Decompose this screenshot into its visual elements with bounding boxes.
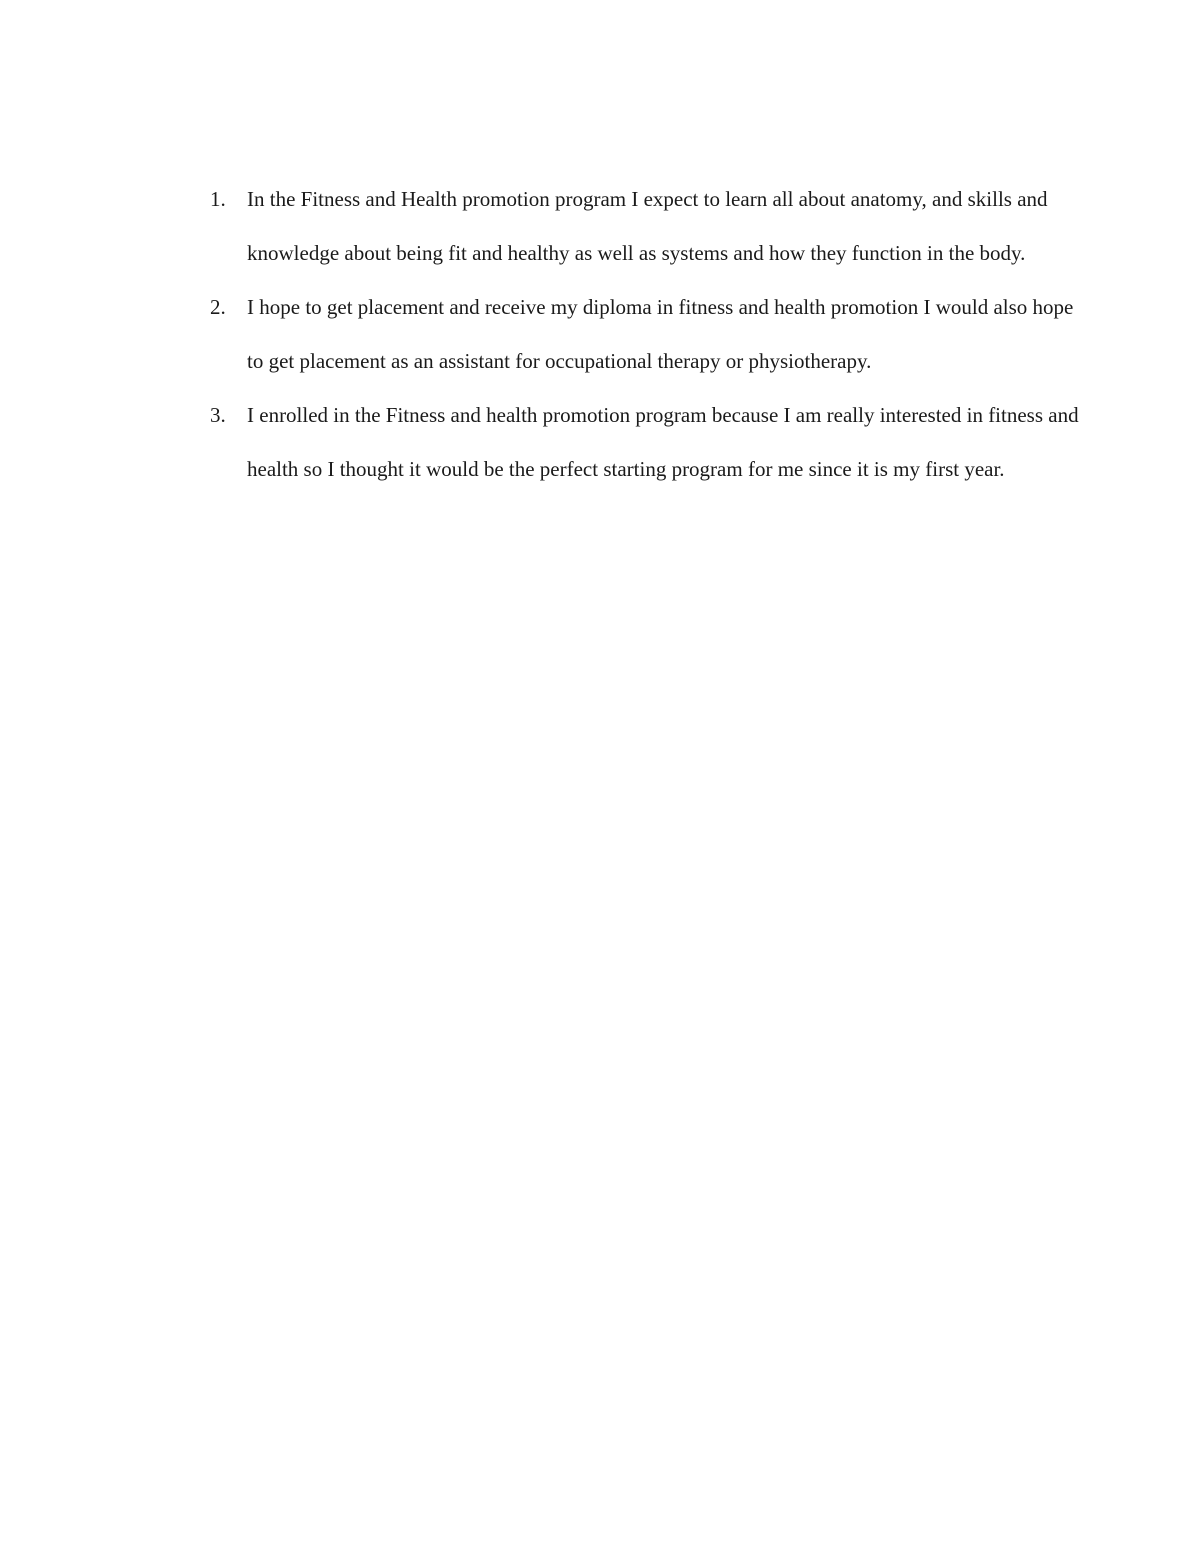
numbered-list bbox=[210, 172, 1080, 496]
list-item-number: 3. bbox=[210, 403, 226, 427]
list-item-3 bbox=[210, 388, 1080, 496]
list-item-number: 2. bbox=[210, 295, 226, 319]
list-item-text: In the Fitness and Health promotion program I expect to learn all about anatomy, and skills and knowledge about being fit and healthy as well as systems and how they function in the body. bbox=[247, 187, 1048, 265]
list-item-1 bbox=[210, 172, 1080, 280]
list-item-text: I hope to get placement and receive my diploma in fitness and health promotion I would also hope to get placement as an assistant for occupational therapy or physiotherapy. bbox=[247, 295, 1074, 373]
list-item-number: 1. bbox=[210, 187, 226, 211]
list-item-text: I enrolled in the Fitness and health promotion program because I am really interested in fitness and health so I thought it would be the perfect starting program for me since it is my first year. bbox=[247, 403, 1079, 481]
list-item-2 bbox=[210, 280, 1080, 388]
